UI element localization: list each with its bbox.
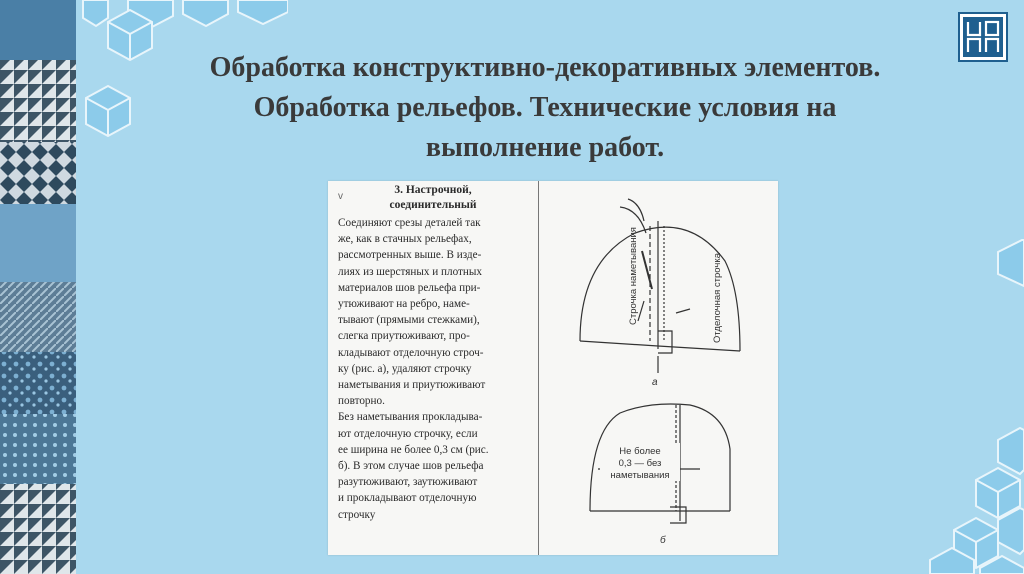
text-line: ку (рис. а), удаляют строчку xyxy=(338,362,472,375)
text-line: кладывают отделочную строч- xyxy=(338,346,484,359)
text-line: повторно. xyxy=(338,395,385,408)
decorative-side-strip xyxy=(0,0,76,574)
text-line: же, как в стачных рельефах, xyxy=(338,233,472,246)
text-line: слегка приутюживают, про- xyxy=(338,330,470,343)
section-heading-line-2: соединительный xyxy=(389,199,477,211)
check-mark: v xyxy=(338,191,343,202)
text-line: утюживают на ребро, наме- xyxy=(338,298,470,311)
figure-b-label xyxy=(600,443,680,481)
text-line: рассмотренных выше. В изде- xyxy=(338,249,482,262)
text-line: ее ширина не более 0,3 см (рис. xyxy=(338,443,489,456)
section-body xyxy=(338,215,528,523)
figure-b-label-line-2: 0,3 — без xyxy=(618,458,662,469)
text-line: тывают (прямыми стежками), xyxy=(338,314,480,327)
column-divider xyxy=(538,181,539,555)
text-line: наметывания и приутюживают xyxy=(338,379,486,392)
figure-a-basting-label: Строчка наметывания xyxy=(628,227,639,325)
textbook-page-image xyxy=(328,181,778,555)
seam-diagrams xyxy=(540,181,778,555)
title-line-3: выполнение работ. xyxy=(425,132,665,163)
figure-a-caption: а xyxy=(652,377,658,388)
figure-b-caption: б xyxy=(660,535,666,546)
text-line: Соединяют срезы деталей так xyxy=(338,217,481,229)
text-line: лиях из шерстяных и плотных xyxy=(338,265,483,278)
text-line: разутюживают, заутюживают xyxy=(338,476,478,489)
figure-a-topstitch-label: Отделочная строчка xyxy=(712,253,723,343)
title-line-2: Обработка рельефов. Технические условия на xyxy=(253,92,837,123)
figure-b-label-line-3: наметывания xyxy=(610,470,670,481)
patterned-strip-graphic xyxy=(0,0,76,574)
text-line: ют отделочную строчку, если xyxy=(338,427,478,440)
section-heading-line-1: 3. Настрочной, xyxy=(394,184,472,196)
text-line: строчку xyxy=(338,508,376,521)
institution-logo-icon xyxy=(958,12,1008,62)
figure-b-label-line-1: Не более xyxy=(619,446,661,457)
text-line: материалов шов рельефа при- xyxy=(338,281,481,294)
title-line-1: Обработка конструктивно-декоративных элементов. xyxy=(209,52,881,83)
decorative-cubes-right xyxy=(900,230,1024,574)
section-heading xyxy=(338,183,528,213)
text-line: Без наметывания прокладыва- xyxy=(338,411,483,424)
page-title xyxy=(130,48,960,168)
text-line: б). В этом случае шов рельефа xyxy=(338,460,484,473)
text-line: и прокладывают отделочную xyxy=(338,492,477,505)
textbook-text-column xyxy=(338,181,528,523)
